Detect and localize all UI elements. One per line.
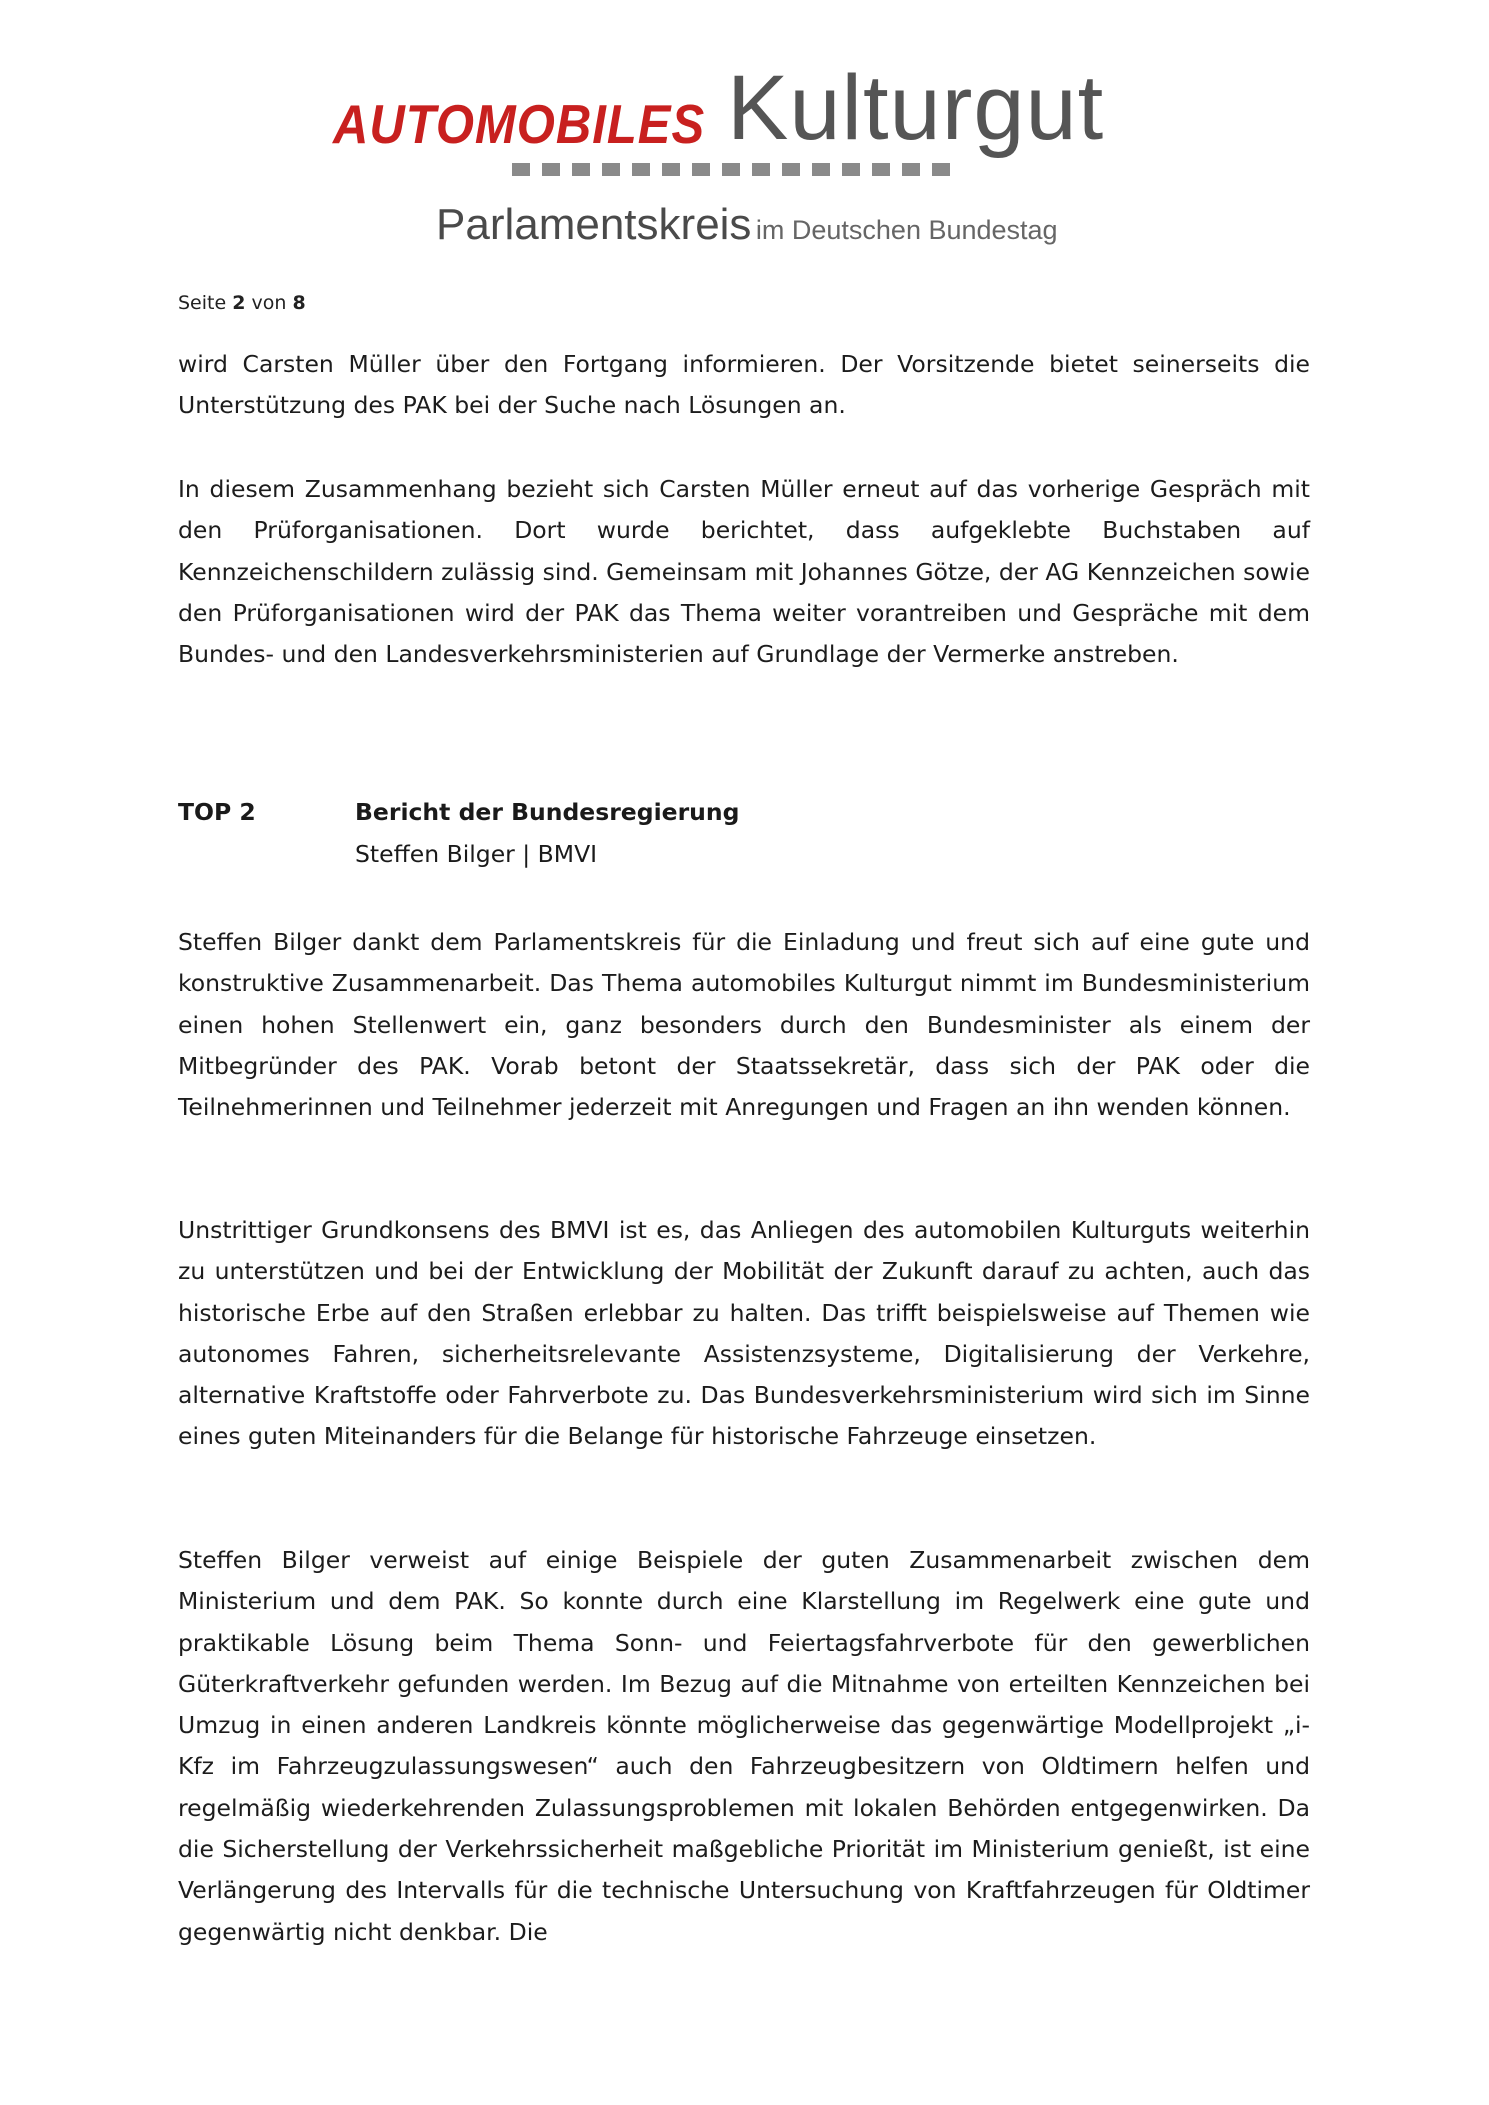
subtitle-rest: im Deutschen Bundestag: [755, 215, 1058, 245]
letterhead: [0, 0, 1489, 260]
page-total: 8: [292, 292, 306, 314]
page-label: Seite: [178, 292, 227, 314]
letterhead-subtitle: [436, 200, 1058, 249]
logo-brand-text: AUTOMOBILES: [333, 94, 706, 156]
paragraph-1: wird Carsten Müller über den Fortgang informieren. Der Vorsitzende bietet seinerseits die Unterstützung des PAK bei der Suche nach Lösungen an.: [178, 350, 1310, 420]
paragraph-2: In diesem Zusammenhang bezieht sich Carsten Müller erneut auf das vorherige Gespräch mit den Prüforganisationen. Dort wurde berichtet, dass aufgeklebte Buchstaben auf Kennzeichenschildern zulässig sind. Gemeinsam mit Johannes Götze, der AG Kennzeichen sowie den Prüforganisationen wird der PAK das Thema weiter vorantreiben und Gespräche mit dem Bundes- und den Landesverkehrsministerien auf Grundlage der Vermerke anstreben.: [178, 475, 1310, 669]
agenda-speaker: Steffen Bilger | BMVI: [355, 840, 598, 868]
agenda-title: Bericht der Bundesregierung: [355, 798, 740, 826]
page-number: [178, 292, 306, 314]
agenda-label: TOP 2: [178, 798, 256, 826]
subtitle-main: Parlamentskreis: [436, 200, 752, 249]
paragraph-4: Unstrittiger Grundkonsens des BMVI ist es, das Anliegen des automobilen Kulturguts weiterhin zu unterstützen und bei der Entwicklung der Mobilität der Zukunft darauf zu achten, auch das historische Erbe auf den Straßen erlebbar zu halten. Das trifft beispielsweise auf Themen wie autonomes Fahren, sicherheitsrelevante Assistenzsysteme, Digitalisierung der Verkehre, alternative Kraftstoffe oder Fahrverbote zu. Das Bundesverkehrsministerium wird sich im Sinne eines guten Miteinanders für die Belange für historische Fahrzeuge einsetzen.: [178, 1216, 1310, 1451]
paragraph-3: Steffen Bilger dankt dem Parlamentskreis für die Einladung und freut sich auf eine gute und konstruktive Zusammenarbeit. Das Thema automobiles Kulturgut nimmt im Bundesministerium einen hohen Stellenwert ein, ganz besonders durch den Bundesminister als einem der Mitbegründer des PAK. Vorab betont der Staatssekretär, dass sich der PAK oder die Teilnehmerinnen und Teilnehmer jederzeit mit Anregungen und Fragen an ihn wenden können.: [178, 928, 1310, 1122]
logo-title-text: Kulturgut: [727, 57, 1105, 159]
logo-dash-bar: [512, 163, 950, 176]
page-current: 2: [232, 292, 246, 314]
paragraph-5: Steffen Bilger verweist auf einige Beispiele der guten Zusammenarbeit zwischen dem Ministerium und dem PAK. So konnte durch eine Klarstellung im Regelwerk eine gute und praktikable Lösung beim Thema Sonn- und Feiertagsfahrverbote für den gewerblichen Güterkraftverkehr gefunden werden. Im Bezug auf die Mitnahme von erteilten Kennzeichen bei Umzug in einen anderen Landkreis könnte möglicherweise das gegenwärtige Modellprojekt „i-Kfz im Fahrzeugzulassungswesen“ auch den Fahrzeugbesitzern von Oldtimern helfen und regelmäßig wiederkehrenden Zulassungsproblemen mit lokalen Behörden entgegenwirken. Da die Sicherstellung der Verkehrssicherheit maßgebliche Priorität im Ministerium genießt, ist eine Verlängerung des Intervalls für die technische Untersuchung von Kraftfahrzeugen für Oldtimer gegenwärtig nicht denkbar. Die: [178, 1546, 1310, 1946]
page-of: von: [251, 292, 287, 314]
